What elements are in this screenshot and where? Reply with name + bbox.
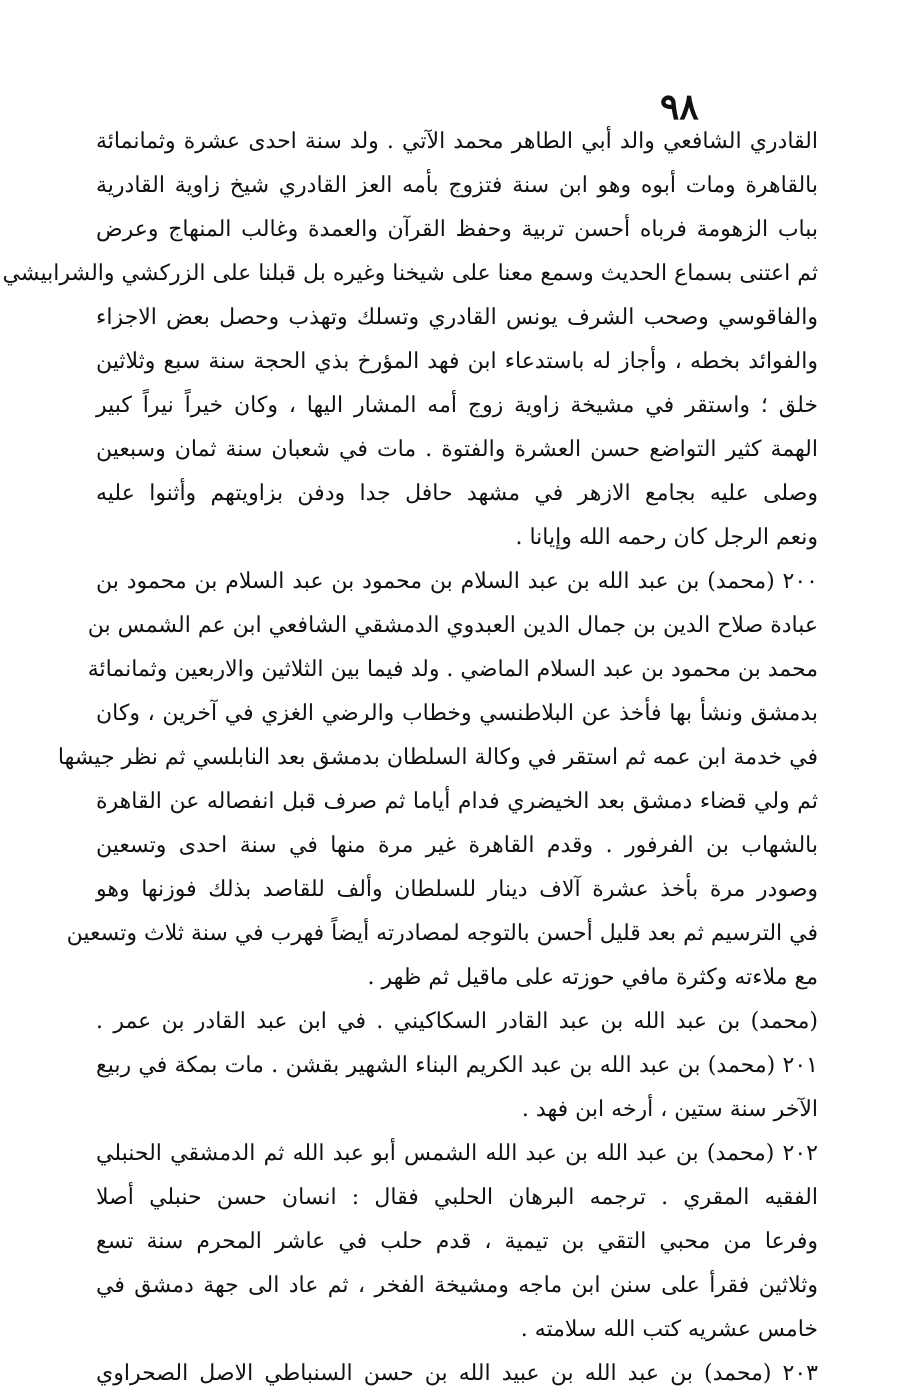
text-line: خلق ؛ واستقر في مشيخة زاوية زوج أمه المشار اليها ، وكان خيراً نيراً كبير: [96, 393, 818, 418]
text-line: ثم اعتنى بسماع الحديث وسمع معنا على شيخنا وغيره بل قبلنا على الزركشي والشرابيشي: [2, 261, 818, 286]
text-line: وصلى عليه بجامع الازهر في مشهد حافل جدا ودفن بزاويتهم وأثنوا عليه: [96, 481, 818, 506]
text-line: محمد بن محمود بن عبد السلام الماضي . ولد فيما بين الثلاثين والاربعين وثمانمائة: [87, 657, 818, 682]
text-line: بباب الزهومة فرباه أحسن تربية وحفظ القرآن والعمدة وغالب المنهاج وعرض: [96, 217, 818, 242]
text-line: بدمشق ونشأ بها فأخذ عن البلاطنسي وخطاب والرضي الغزي في آخرين ، وكان: [96, 701, 818, 726]
text-line: والفاقوسي وصحب الشرف يونس القادري وتسلك وتهذب وحصل بعض الاجزاء: [96, 305, 818, 330]
text-line: بالقاهرة ومات أبوه وهو ابن سنة فتزوج بأمه العز القادري شيخ زاوية القادرية: [96, 173, 818, 198]
text-line: وفرعا من محبي التقي بن تيمية ، قدم حلب في عاشر المحرم سنة تسع: [96, 1229, 818, 1254]
entry-200-heading: ٢٠٠ (محمد) بن عبد الله بن عبد السلام بن محمود بن عبد السلام بن محمود بن: [96, 569, 818, 594]
biography-text: [2, 120, 818, 1396]
text-line: الهمة كثير التواضع حسن العشرة والفتوة . مات في شعبان سنة ثمان وسبعين: [96, 437, 818, 462]
entry-203-heading: ٢٠٣ (محمد) بن عبد الله بن عبيد الله بن حسن السنباطي الاصل الصحراوي: [96, 1361, 818, 1386]
text-line: وثلاثين فقرأ على سنن ابن ماجه ومشيخة الفخر ، ثم عاد الى جهة دمشق في: [96, 1273, 818, 1298]
text-line: ونعم الرجل كان رحمه الله وإيانا .: [515, 525, 818, 550]
text-line: ثم ولي قضاء دمشق بعد الخيضري فدام أياما ثم صرف قبل انفصاله عن القاهرة: [96, 789, 818, 814]
text-line: وصودر مرة بأخذ عشرة آلاف دينار للسلطان وألف للقاصد بذلك فوزنها وهو: [96, 877, 818, 902]
text-line: مع ملاءته وكثرة مافي حوزته على ماقيل ثم ظهر .: [367, 965, 818, 990]
text-line: الآخر سنة ستين ، أرخه ابن فهد .: [521, 1097, 818, 1122]
page-number: ٩٨: [660, 86, 699, 128]
text-line: في خدمة ابن عمه ثم استقر في وكالة السلطان بدمشق بعد النابلسي ثم نظر جيشها: [57, 745, 818, 770]
cross-reference-entry: (محمد) بن عبد الله بن عبد القادر السكاكيني . في ابن عبد القادر بن عمر .: [96, 1009, 818, 1034]
entry-201-heading: ٢٠١ (محمد) بن عبد الله بن عبد الكريم البناء الشهير بقشن . مات بمكة في ربيع: [96, 1053, 818, 1078]
text-line: عبادة صلاح الدين بن جمال الدين العبدوي الدمشقي الشافعي ابن عم الشمس بن: [87, 613, 818, 638]
text-line: الفقيه المقري . ترجمه البرهان الحلبي فقال : انسان حسن حنبلي أصلا: [96, 1185, 818, 1210]
text-line: بالشهاب بن الفرفور . وقدم القاهرة غير مرة منها في سنة احدى وتسعين: [96, 833, 818, 858]
entry-202-heading: ٢٠٢ (محمد) بن عبد الله بن عبد الله الشمس أبو عبد الله ثم الدمشقي الحنبلي: [96, 1141, 818, 1166]
text-line: خامس عشريه كتب الله سلامته .: [520, 1317, 818, 1342]
text-line: والفوائد بخطه ، وأجاز له باستدعاء ابن فهد المؤرخ بذي الحجة سنة سبع وثلاثين: [96, 349, 818, 374]
text-line: القادري الشافعي والد أبي الطاهر محمد الآتي . ولد سنة احدى عشرة وثمانمائة: [96, 129, 818, 154]
text-line: في الترسيم ثم بعد قليل أحسن بالتوجه لمصادرته أيضاً فهرب في سنة ثلاث وتسعين: [66, 921, 818, 946]
